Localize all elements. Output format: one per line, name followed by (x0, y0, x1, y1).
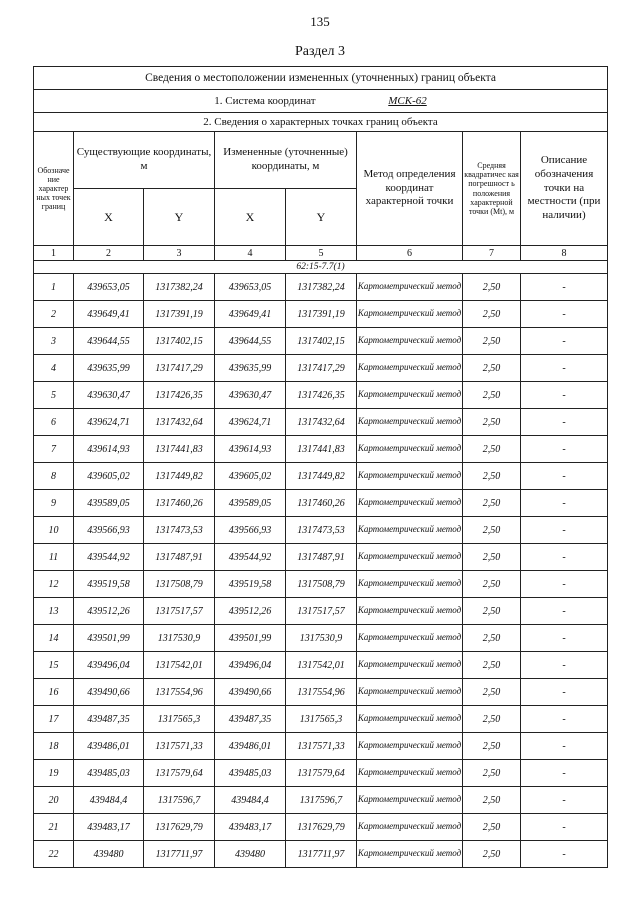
method: Картометрический метод (357, 814, 463, 841)
method: Картометрический метод (357, 517, 463, 544)
existing-x: 439480 (74, 841, 144, 868)
existing-y: 1317571,33 (144, 733, 215, 760)
section-title: Раздел 3 (294, 44, 346, 59)
method: Картометрический метод (357, 598, 463, 625)
point-number: 12 (34, 571, 74, 598)
error-value: 2,50 (463, 490, 521, 517)
header-point-id: Обозначе ние характер ных точек границ (34, 132, 74, 246)
column-number: 8 (521, 246, 608, 261)
existing-y: 1317473,53 (144, 517, 215, 544)
changed-y: 1317565,3 (286, 706, 357, 733)
existing-x: 439630,47 (74, 382, 144, 409)
header-changed-coords: Измененные (уточненные) координаты, м (215, 132, 357, 189)
header-existing-coords: Существующие координаты, м (74, 132, 215, 189)
point-number: 22 (34, 841, 74, 868)
table-row (34, 679, 608, 706)
existing-y: 1317711,97 (144, 841, 215, 868)
description: - (521, 328, 608, 355)
changed-x: 439544,92 (215, 544, 286, 571)
table-row (34, 274, 608, 301)
header-existing-x: X (74, 189, 144, 246)
description: - (521, 733, 608, 760)
existing-y: 1317460,26 (144, 490, 215, 517)
existing-x: 439512,26 (74, 598, 144, 625)
column-number: 4 (215, 246, 286, 261)
changed-y: 1317571,33 (286, 733, 357, 760)
description: - (521, 436, 608, 463)
point-number: 14 (34, 625, 74, 652)
point-number: 18 (34, 733, 74, 760)
table-row (34, 598, 608, 625)
existing-x: 439486,01 (74, 733, 144, 760)
changed-y: 1317449,82 (286, 463, 357, 490)
changed-y: 1317441,83 (286, 436, 357, 463)
header-error: Средняя квадратичес кая погрешност ь положения характерной точки (Mt), м (463, 132, 521, 246)
changed-x: 439512,26 (215, 598, 286, 625)
table-row (34, 814, 608, 841)
changed-y: 1317487,91 (286, 544, 357, 571)
changed-y: 1317596,7 (286, 787, 357, 814)
existing-y: 1317449,82 (144, 463, 215, 490)
method: Картометрический метод (357, 571, 463, 598)
changed-y: 1317542,01 (286, 652, 357, 679)
method: Картометрический метод (357, 679, 463, 706)
table-row (34, 355, 608, 382)
header-changed-x: X (215, 189, 286, 246)
changed-y: 1317517,57 (286, 598, 357, 625)
changed-y: 1317460,26 (286, 490, 357, 517)
point-number: 20 (34, 787, 74, 814)
page-number: 135 (310, 14, 330, 29)
point-number: 3 (34, 328, 74, 355)
changed-x: 439519,58 (215, 571, 286, 598)
existing-x: 439614,93 (74, 436, 144, 463)
changed-x: 439566,93 (215, 517, 286, 544)
method: Картометрический метод (357, 463, 463, 490)
changed-y: 1317508,79 (286, 571, 357, 598)
method: Картометрический метод (357, 328, 463, 355)
changed-y: 1317711,97 (286, 841, 357, 868)
existing-x: 439485,03 (74, 760, 144, 787)
existing-y: 1317432,64 (144, 409, 215, 436)
existing-x: 439496,04 (74, 652, 144, 679)
error-value: 2,50 (463, 517, 521, 544)
point-number: 10 (34, 517, 74, 544)
error-value: 2,50 (463, 787, 521, 814)
point-number: 21 (34, 814, 74, 841)
description: - (521, 463, 608, 490)
changed-y: 1317391,19 (286, 301, 357, 328)
table-row (34, 328, 608, 355)
existing-y: 1317426,35 (144, 382, 215, 409)
column-number: 7 (463, 246, 521, 261)
table-title-row (34, 67, 608, 90)
method: Картометрический метод (357, 490, 463, 517)
boundary-points-table (33, 66, 608, 868)
point-number: 4 (34, 355, 74, 382)
changed-x: 439649,41 (215, 301, 286, 328)
description: - (521, 382, 608, 409)
table-row (34, 571, 608, 598)
changed-y: 1317530,9 (286, 625, 357, 652)
table-row (34, 733, 608, 760)
method: Картометрический метод (357, 436, 463, 463)
point-number: 19 (34, 760, 74, 787)
changed-x: 439483,17 (215, 814, 286, 841)
existing-x: 439484,4 (74, 787, 144, 814)
error-value: 2,50 (463, 598, 521, 625)
point-number: 5 (34, 382, 74, 409)
changed-x: 439484,4 (215, 787, 286, 814)
existing-y: 1317517,57 (144, 598, 215, 625)
table-row (34, 544, 608, 571)
error-value: 2,50 (463, 625, 521, 652)
changed-y: 1317426,35 (286, 382, 357, 409)
error-value: 2,50 (463, 328, 521, 355)
description: - (521, 517, 608, 544)
existing-y: 1317441,83 (144, 436, 215, 463)
error-value: 2,50 (463, 436, 521, 463)
existing-x: 439649,41 (74, 301, 144, 328)
existing-y: 1317530,9 (144, 625, 215, 652)
table-row (34, 517, 608, 544)
changed-x: 439635,99 (215, 355, 286, 382)
description: - (521, 571, 608, 598)
error-value: 2,50 (463, 463, 521, 490)
existing-x: 439635,99 (74, 355, 144, 382)
method: Картометрический метод (357, 733, 463, 760)
column-number-row (34, 246, 608, 261)
error-value: 2,50 (463, 706, 521, 733)
error-value: 2,50 (463, 652, 521, 679)
method: Картометрический метод (357, 301, 463, 328)
header-method: Метод определения координат характерной точки (357, 132, 463, 246)
description: - (521, 841, 608, 868)
method: Картометрический метод (357, 841, 463, 868)
error-value: 2,50 (463, 760, 521, 787)
changed-x: 439486,01 (215, 733, 286, 760)
header-existing-y: Y (144, 189, 215, 246)
description: - (521, 787, 608, 814)
description: - (521, 652, 608, 679)
table-title: Сведения о местоположении измененных (уточненных) границ объекта (34, 67, 608, 90)
point-number: 16 (34, 679, 74, 706)
description: - (521, 760, 608, 787)
error-value: 2,50 (463, 409, 521, 436)
existing-x: 439519,58 (74, 571, 144, 598)
changed-y: 1317473,53 (286, 517, 357, 544)
method: Картометрический метод (357, 355, 463, 382)
description: - (521, 706, 608, 733)
description: - (521, 274, 608, 301)
error-value: 2,50 (463, 274, 521, 301)
error-value: 2,50 (463, 544, 521, 571)
point-number: 8 (34, 463, 74, 490)
point-number: 17 (34, 706, 74, 733)
method: Картометрический метод (357, 652, 463, 679)
error-value: 2,50 (463, 814, 521, 841)
point-number: 13 (34, 598, 74, 625)
cadastral-block: 62:15-7.7(1) (34, 261, 608, 274)
changed-y: 1317432,64 (286, 409, 357, 436)
existing-y: 1317382,24 (144, 274, 215, 301)
header-description: Описание обозначения точки на местности (при наличии) (521, 132, 608, 246)
existing-x: 439605,02 (74, 463, 144, 490)
changed-x: 439644,55 (215, 328, 286, 355)
method: Картометрический метод (357, 382, 463, 409)
changed-y: 1317579,64 (286, 760, 357, 787)
error-value: 2,50 (463, 571, 521, 598)
existing-x: 439644,55 (74, 328, 144, 355)
error-value: 2,50 (463, 841, 521, 868)
point-number: 15 (34, 652, 74, 679)
existing-x: 439589,05 (74, 490, 144, 517)
existing-y: 1317487,91 (144, 544, 215, 571)
existing-x: 439653,05 (74, 274, 144, 301)
changed-x: 439490,66 (215, 679, 286, 706)
description: - (521, 490, 608, 517)
table-row (34, 463, 608, 490)
method: Картометрический метод (357, 625, 463, 652)
method: Картометрический метод (357, 409, 463, 436)
coord-system-value: МСК-62 (388, 95, 427, 107)
changed-x: 439653,05 (215, 274, 286, 301)
existing-y: 1317508,79 (144, 571, 215, 598)
existing-y: 1317542,01 (144, 652, 215, 679)
point-number: 1 (34, 274, 74, 301)
header-row (34, 132, 608, 189)
description: - (521, 355, 608, 382)
table-row (34, 760, 608, 787)
subsection-title: 2. Сведения о характерных точках границ объекта (34, 113, 608, 132)
column-number: 2 (74, 246, 144, 261)
existing-x: 439490,66 (74, 679, 144, 706)
error-value: 2,50 (463, 733, 521, 760)
existing-x: 439624,71 (74, 409, 144, 436)
error-value: 2,50 (463, 382, 521, 409)
method: Картометрический метод (357, 544, 463, 571)
changed-x: 439605,02 (215, 463, 286, 490)
error-value: 2,50 (463, 679, 521, 706)
cadastral-block-row (34, 261, 608, 274)
table-row (34, 490, 608, 517)
changed-x: 439624,71 (215, 409, 286, 436)
existing-x: 439501,99 (74, 625, 144, 652)
existing-y: 1317417,29 (144, 355, 215, 382)
coord-system-row (34, 90, 608, 113)
description: - (521, 598, 608, 625)
changed-x: 439614,93 (215, 436, 286, 463)
point-number: 9 (34, 490, 74, 517)
description: - (521, 409, 608, 436)
description: - (521, 679, 608, 706)
existing-y: 1317554,96 (144, 679, 215, 706)
description: - (521, 814, 608, 841)
existing-x: 439483,17 (74, 814, 144, 841)
changed-x: 439589,05 (215, 490, 286, 517)
changed-x: 439480 (215, 841, 286, 868)
changed-x: 439487,35 (215, 706, 286, 733)
method: Картометрический метод (357, 760, 463, 787)
changed-y: 1317554,96 (286, 679, 357, 706)
table-row (34, 382, 608, 409)
point-number: 6 (34, 409, 74, 436)
header-changed-y: Y (286, 189, 357, 246)
existing-y: 1317579,64 (144, 760, 215, 787)
table-row (34, 706, 608, 733)
column-number: 3 (144, 246, 215, 261)
existing-y: 1317391,19 (144, 301, 215, 328)
existing-x: 439566,93 (74, 517, 144, 544)
table-row (34, 841, 608, 868)
changed-y: 1317629,79 (286, 814, 357, 841)
table-row (34, 625, 608, 652)
changed-y: 1317382,24 (286, 274, 357, 301)
column-number: 5 (286, 246, 357, 261)
description: - (521, 301, 608, 328)
error-value: 2,50 (463, 301, 521, 328)
existing-x: 439544,92 (74, 544, 144, 571)
changed-x: 439496,04 (215, 652, 286, 679)
changed-y: 1317417,29 (286, 355, 357, 382)
description: - (521, 625, 608, 652)
point-number: 7 (34, 436, 74, 463)
existing-y: 1317596,7 (144, 787, 215, 814)
changed-x: 439630,47 (215, 382, 286, 409)
table-row (34, 409, 608, 436)
column-number: 6 (357, 246, 463, 261)
existing-x: 439487,35 (74, 706, 144, 733)
point-number: 11 (34, 544, 74, 571)
table-row (34, 436, 608, 463)
error-value: 2,50 (463, 355, 521, 382)
changed-x: 439501,99 (215, 625, 286, 652)
existing-y: 1317565,3 (144, 706, 215, 733)
table-row (34, 652, 608, 679)
method: Картометрический метод (357, 274, 463, 301)
coord-system-label: 1. Система координат (214, 95, 316, 107)
table-row (34, 301, 608, 328)
column-number: 1 (34, 246, 74, 261)
description: - (521, 544, 608, 571)
existing-y: 1317629,79 (144, 814, 215, 841)
point-number: 2 (34, 301, 74, 328)
changed-x: 439485,03 (215, 760, 286, 787)
method: Картометрический метод (357, 706, 463, 733)
table-row (34, 787, 608, 814)
existing-y: 1317402,15 (144, 328, 215, 355)
method: Картометрический метод (357, 787, 463, 814)
subsection-title-row (34, 113, 608, 132)
changed-y: 1317402,15 (286, 328, 357, 355)
